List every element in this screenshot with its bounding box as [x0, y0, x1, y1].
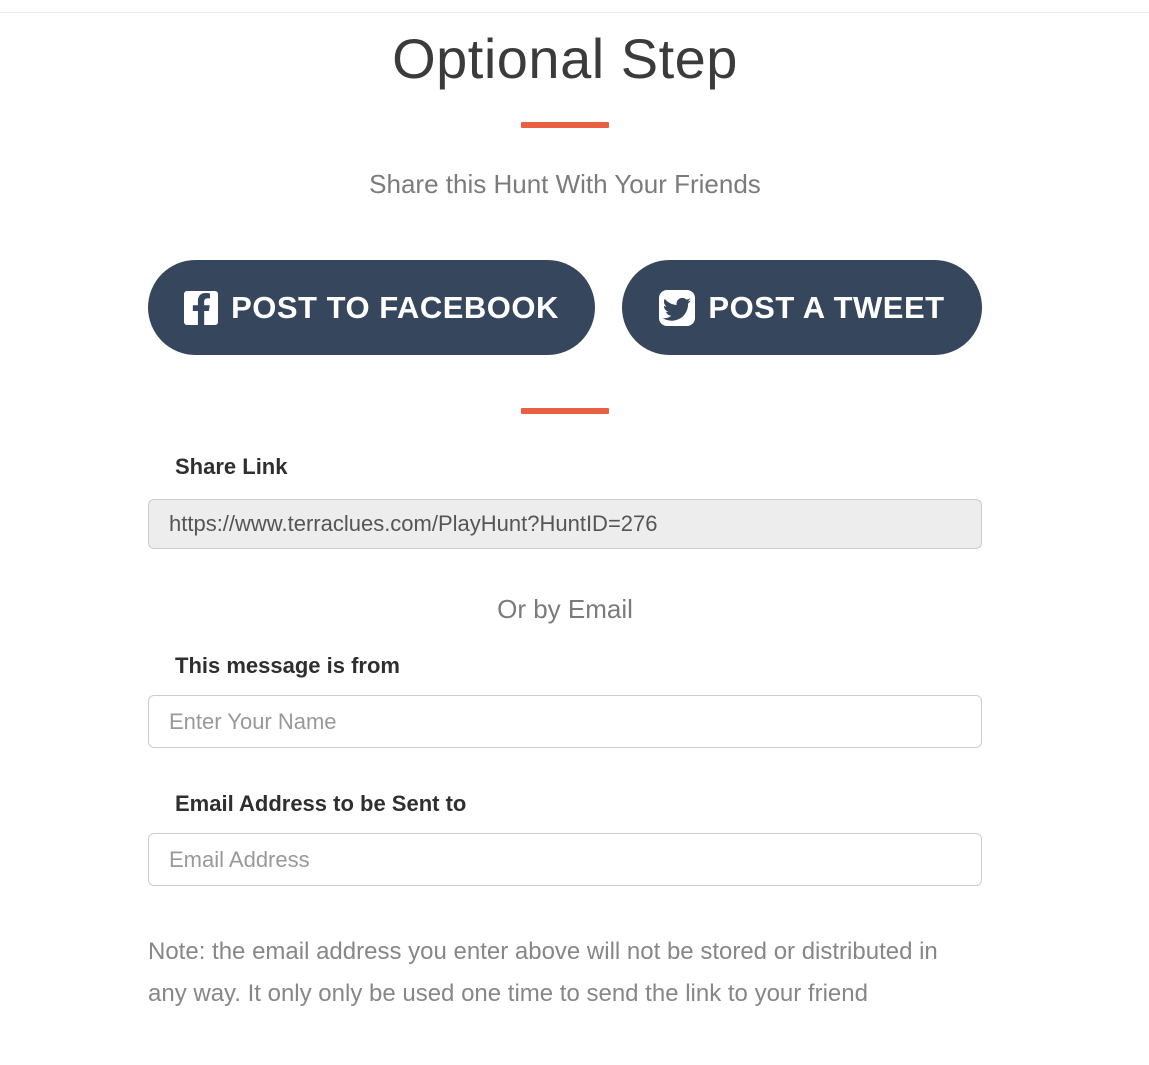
facebook-button-label: POST TO FACEBOOK — [231, 289, 559, 325]
recipient-email-input[interactable] — [148, 833, 982, 886]
facebook-square-icon — [184, 291, 218, 325]
note-text: Note: the email address you enter above will not be stored or distributed in any way. It only only be used one time to send the link to your friend — [148, 938, 938, 1007]
share-hunt-panel — [148, 26, 982, 1015]
or-by-email-heading: Or by Email — [497, 594, 633, 624]
post-a-tweet-button[interactable] — [622, 260, 982, 355]
twitter-square-icon — [659, 290, 695, 326]
sender-name-input[interactable] — [148, 695, 982, 748]
share-link-input[interactable] — [148, 499, 982, 549]
accent-divider-middle — [521, 408, 609, 414]
subtitle: Share this Hunt With Your Friends — [369, 169, 761, 199]
post-to-facebook-button[interactable] — [148, 260, 595, 355]
twitter-button-label: POST A TWEET — [708, 289, 945, 325]
social-buttons-row — [148, 260, 982, 355]
share-link-label: Share Link — [175, 454, 288, 479]
accent-divider-top — [521, 122, 609, 128]
page-title: Optional Step — [392, 27, 738, 90]
email-address-label: Email Address to be Sent to — [175, 791, 467, 816]
message-from-label: This message is from — [175, 653, 400, 678]
top-divider — [0, 12, 1149, 13]
